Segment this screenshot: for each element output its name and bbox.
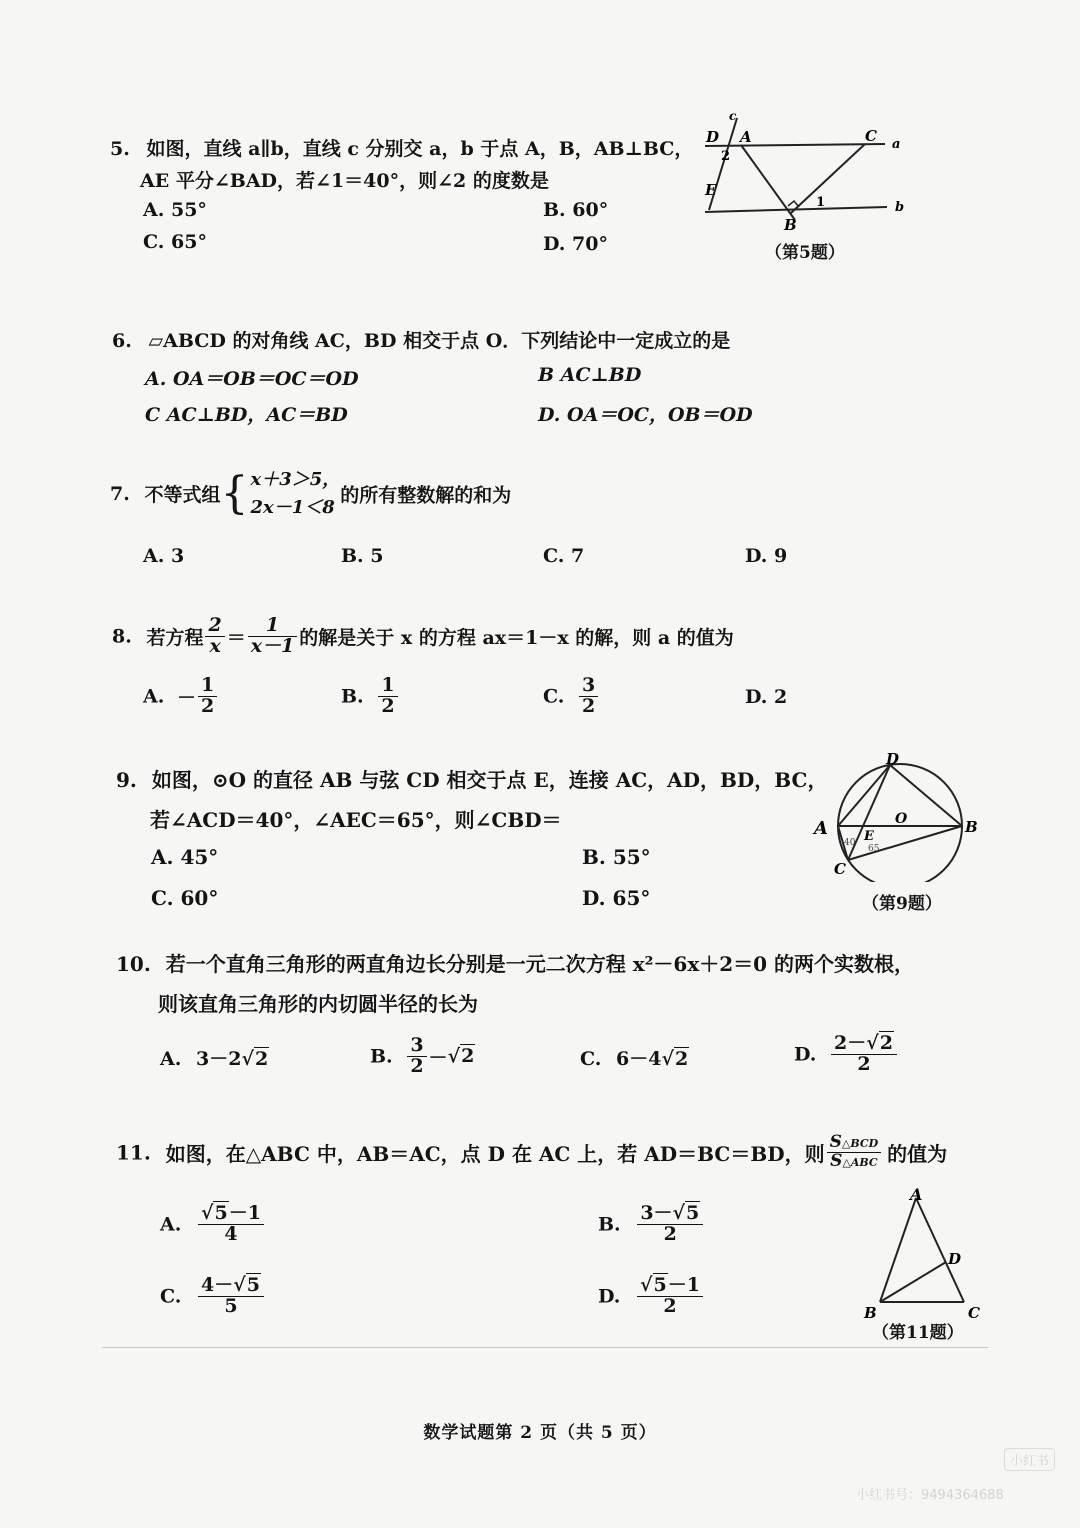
q8-option-b-den: 2: [381, 694, 395, 717]
q8-frac2-den: x－1: [250, 634, 295, 657]
q11-label-d: D: [948, 1250, 962, 1268]
q11-option-b-label: B.: [598, 1213, 621, 1236]
q9-mark-65: 65: [868, 844, 880, 854]
q9-option-c: C. 60°: [151, 886, 219, 910]
q8-number: 8.: [112, 625, 132, 648]
q11-option-c-den: 5: [224, 1294, 238, 1317]
q11-option-b-den: 2: [663, 1222, 677, 1245]
q9-label-o: O: [895, 811, 908, 827]
q8-option-c: [543, 676, 600, 717]
q11-option-d-radicand: 5: [653, 1274, 667, 1296]
q5-label-b: B: [784, 216, 797, 234]
q6-option-d: D. OA＝OC，OB＝OD: [538, 404, 753, 426]
q11-figure-caption: （第11题）: [872, 1323, 964, 1343]
q9-stem-line1: 如图，⊙O 的直径 AB 与弦 CD 相交于点 E，连接 AC，AD，BD，BC，: [151, 768, 828, 792]
q10-option-c-label: C.: [580, 1048, 602, 1070]
q10-option-b-num: 3: [407, 1036, 426, 1057]
q9-line1: [116, 764, 827, 793]
line-a: [705, 144, 885, 146]
q9-label-d: D: [886, 752, 900, 768]
watermark-text: 小红书号：9494364688: [856, 1488, 1004, 1503]
q5-stem-line1: 如图，直线 a∥b，直线 c 分别交 a，b 于点 A，B，AB⊥BC，: [146, 138, 694, 160]
q7-number: 7.: [110, 482, 130, 505]
q5-label-e: E: [705, 181, 717, 199]
q11-ratio-den: [827, 1150, 882, 1171]
q5-label-d: D: [706, 128, 720, 146]
q11-pre: 如图，在△ABC 中，AB＝AC，点 D 在 AC 上，若 AD＝BC＝BD，则: [165, 1141, 825, 1166]
q5-label-line-a: a: [892, 137, 901, 152]
q8-option-a: [143, 676, 219, 717]
q5-option-c: C. 65°: [143, 231, 207, 253]
q5-figure-caption: （第5题）: [765, 243, 845, 263]
q11-option-b-num: [637, 1204, 703, 1225]
q11-ratio-num-sub: △BCD: [841, 1137, 879, 1150]
q5-label-angle2: 2: [721, 149, 731, 164]
segment-bc: [791, 144, 865, 213]
q9-number: 9.: [116, 768, 137, 792]
q11-option-b: [598, 1204, 705, 1245]
q11-option-a-num-post: －1: [228, 1202, 261, 1224]
q11-label-a: A: [910, 1185, 923, 1204]
q5-line1: [110, 134, 693, 161]
q11-option-c-radicand: 5: [246, 1274, 260, 1296]
q11-number: 11.: [116, 1140, 151, 1165]
q10-option-b-frac: [407, 1036, 426, 1077]
q11-option-a-frac: [198, 1204, 264, 1245]
page-footer: 数学试题第 2 页（共 5 页）: [423, 1423, 657, 1443]
q8-option-c-label: C.: [543, 685, 565, 708]
q10-line1: [116, 948, 914, 977]
q10-option-b-den: 2: [410, 1054, 424, 1077]
q11-option-a-num: [198, 1204, 264, 1225]
q8-option-b-label: B.: [341, 685, 364, 708]
q10-option-c-pre: 6－4: [616, 1048, 662, 1070]
q7-option-d: D. 9: [745, 545, 788, 567]
q11-option-c-num-pre: 4－: [201, 1274, 234, 1296]
q10-option-d-label: D.: [794, 1043, 817, 1066]
q7-option-c: C. 7: [543, 545, 585, 567]
q11-option-a: [160, 1204, 266, 1245]
q5-label-cpt: C: [865, 127, 877, 145]
q10-option-b-post: －: [428, 1046, 448, 1069]
q11-post: 的值为: [887, 1141, 948, 1166]
q11-option-c-num: [198, 1276, 264, 1297]
q8-frac2-num: 1: [248, 616, 298, 637]
q11-option-a-label: A.: [160, 1213, 182, 1236]
q8-option-a-label: A.: [143, 685, 165, 708]
q10-stem-line1: 若一个直角三角形的两直角边长分别是一元二次方程 x²－6x＋2＝0 的两个实数根，: [165, 952, 915, 976]
q9-option-d: D. 65°: [582, 886, 651, 910]
q8-frac1-num: 2: [205, 616, 224, 637]
q11-option-d: [598, 1276, 705, 1317]
q7-system: [250, 466, 340, 522]
q5-label-a: A: [740, 128, 752, 146]
q11-option-c-label: C.: [160, 1285, 182, 1308]
q5-stem-line2: AE 平分∠BAD，若∠1＝40°，则∠2 的度数是: [140, 170, 549, 192]
q10-option-d-num: [831, 1034, 897, 1055]
q9-figure: [810, 752, 985, 882]
q8-option-d: D. 2: [745, 686, 788, 708]
q10-option-d-frac: [831, 1034, 897, 1075]
q11-option-a-den: 4: [224, 1222, 238, 1245]
segment-bd: [880, 1262, 946, 1302]
q6-option-a: A. OA＝OB＝OC＝OD: [145, 368, 359, 390]
q8-option-c-frac: [579, 676, 598, 717]
radical-icon: √: [661, 1048, 674, 1070]
q11-figure: [862, 1182, 992, 1322]
q8-fraction-2: [248, 616, 298, 657]
q5-option-a: A. 55°: [143, 199, 207, 221]
q9-option-a: A. 45°: [151, 845, 219, 869]
q10-option-b-radicand: 2: [461, 1045, 475, 1068]
q9-label-b: B: [965, 818, 978, 836]
q10-option-a-radicand: 2: [254, 1048, 269, 1070]
q9-label-a: A: [814, 818, 828, 839]
q6-stem: ▱ABCD 的对角线 AC，BD 相交于点 O．下列结论中一定成立的是: [148, 330, 731, 352]
q11-label-c: C: [968, 1304, 980, 1322]
q10-option-c-radicand: 2: [674, 1048, 689, 1070]
q8-option-a-den: 2: [201, 694, 215, 717]
q10-stem-line2: 则该直角三角形的内切圆半径的长为: [158, 992, 478, 1016]
q8-option-b-frac: [378, 676, 397, 717]
q8-option-a-frac: [198, 676, 217, 717]
q11-option-b-radicand: 5: [686, 1202, 700, 1224]
segment-ab: [741, 145, 795, 220]
q9-diagram: [810, 752, 985, 882]
q5-option-d: D. 70°: [543, 233, 608, 255]
q8-fraction-1: [205, 616, 224, 657]
q7-ineq2: 2x－1＜8: [250, 496, 335, 518]
radical-icon: √: [233, 1274, 246, 1296]
q8-option-b-num: 1: [378, 676, 397, 697]
q11-option-d-den: 2: [663, 1294, 677, 1317]
q7-pre: 不等式组: [144, 484, 221, 507]
q11-ratio-den-sub: △ABC: [842, 1155, 878, 1169]
q6-option-b: B AC⊥BD: [538, 364, 642, 386]
q10-option-b-label: B.: [370, 1045, 393, 1068]
q5-label-angle1: 1: [816, 195, 826, 210]
q10-option-d-radicand: 2: [879, 1032, 894, 1054]
q10-option-a-label: A.: [160, 1048, 182, 1070]
q8-line: [112, 616, 734, 657]
q7-brace: {: [220, 467, 249, 519]
q9-figure-caption: （第9题）: [862, 894, 942, 914]
q8-frac1-den: x: [209, 634, 221, 657]
q8-eq: ＝: [226, 626, 246, 649]
radical-icon: √: [866, 1032, 879, 1054]
bottom-divider: [102, 1347, 988, 1348]
q11-label-b: B: [864, 1304, 877, 1322]
radical-icon: √: [447, 1045, 461, 1068]
q11-line: [116, 1134, 947, 1171]
q8-option-c-den: 2: [582, 694, 596, 717]
q9-option-b: B. 55°: [582, 845, 651, 869]
q7-post: 的所有整数解的和为: [340, 484, 512, 507]
q10-option-d-den: 2: [857, 1052, 871, 1075]
q6-line: [112, 326, 730, 353]
q11-option-d-num: [637, 1276, 703, 1297]
q9-stem-line2: 若∠ACD＝40°，∠AEC＝65°，则∠CBD＝: [150, 808, 562, 832]
q5-label-line-b: b: [895, 200, 905, 215]
radical-icon: √: [200, 1202, 214, 1224]
q9-label-c: C: [834, 860, 846, 878]
q11-option-c-frac: [198, 1276, 264, 1317]
q6-option-c: C AC⊥BD，AC＝BD: [145, 404, 348, 426]
q5-diagram: [695, 110, 915, 240]
q10-option-d-num-pre: 2－: [834, 1032, 867, 1054]
q11-ratio-num-s: S: [829, 1132, 842, 1152]
q8-post: 的解是关于 x 的方程 ax＝1－x 的解，则 a 的值为: [299, 626, 734, 649]
q5-option-b: B. 60°: [543, 199, 609, 221]
q7-ineq1: x＋3＞5，: [250, 469, 341, 490]
q7-option-b: B. 5: [341, 545, 384, 567]
q10-number: 10.: [116, 952, 151, 976]
q11-area-ratio: [827, 1134, 882, 1171]
q11-option-c: [160, 1276, 266, 1317]
q5-label-c: c: [729, 110, 737, 123]
radical-icon: √: [672, 1202, 686, 1224]
q11-option-b-frac: [637, 1204, 703, 1245]
q10-option-a: [160, 1044, 269, 1071]
q6-number: 6.: [112, 330, 132, 352]
q8-pre: 若方程: [146, 626, 204, 649]
q7-line: [110, 466, 511, 522]
radical-icon: √: [241, 1048, 254, 1070]
q10-option-d: [794, 1034, 899, 1075]
radical-icon: √: [640, 1274, 653, 1296]
q11-option-d-frac: [637, 1276, 703, 1317]
q10-option-a-pre: 3－2: [195, 1048, 242, 1070]
q11-ratio-den-s: S: [830, 1150, 843, 1171]
q11-diagram: [862, 1182, 992, 1322]
q11-option-a-radicand: 5: [214, 1202, 228, 1224]
q11-option-d-label: D.: [598, 1285, 621, 1308]
watermark-logo: 小红书: [1004, 1448, 1055, 1471]
q5-number: 5.: [110, 138, 130, 160]
q9-label-e: E: [864, 829, 874, 844]
q10-option-c: [580, 1044, 689, 1071]
q10-option-b: [370, 1036, 475, 1077]
q5-figure: [695, 110, 915, 240]
q8-option-b: [341, 676, 400, 717]
q8-option-a-sign: －: [176, 686, 196, 709]
q7-option-a: A. 3: [143, 545, 185, 567]
q8-option-c-num: 3: [579, 676, 598, 697]
segment-ab: [880, 1198, 916, 1302]
q9-mark-40: 40: [844, 838, 856, 848]
q11-option-d-num-post: －1: [667, 1274, 701, 1296]
right-angle-mark: [788, 201, 799, 207]
q8-option-a-num: 1: [198, 676, 217, 697]
q11-option-b-num-pre: 3－: [640, 1202, 673, 1224]
